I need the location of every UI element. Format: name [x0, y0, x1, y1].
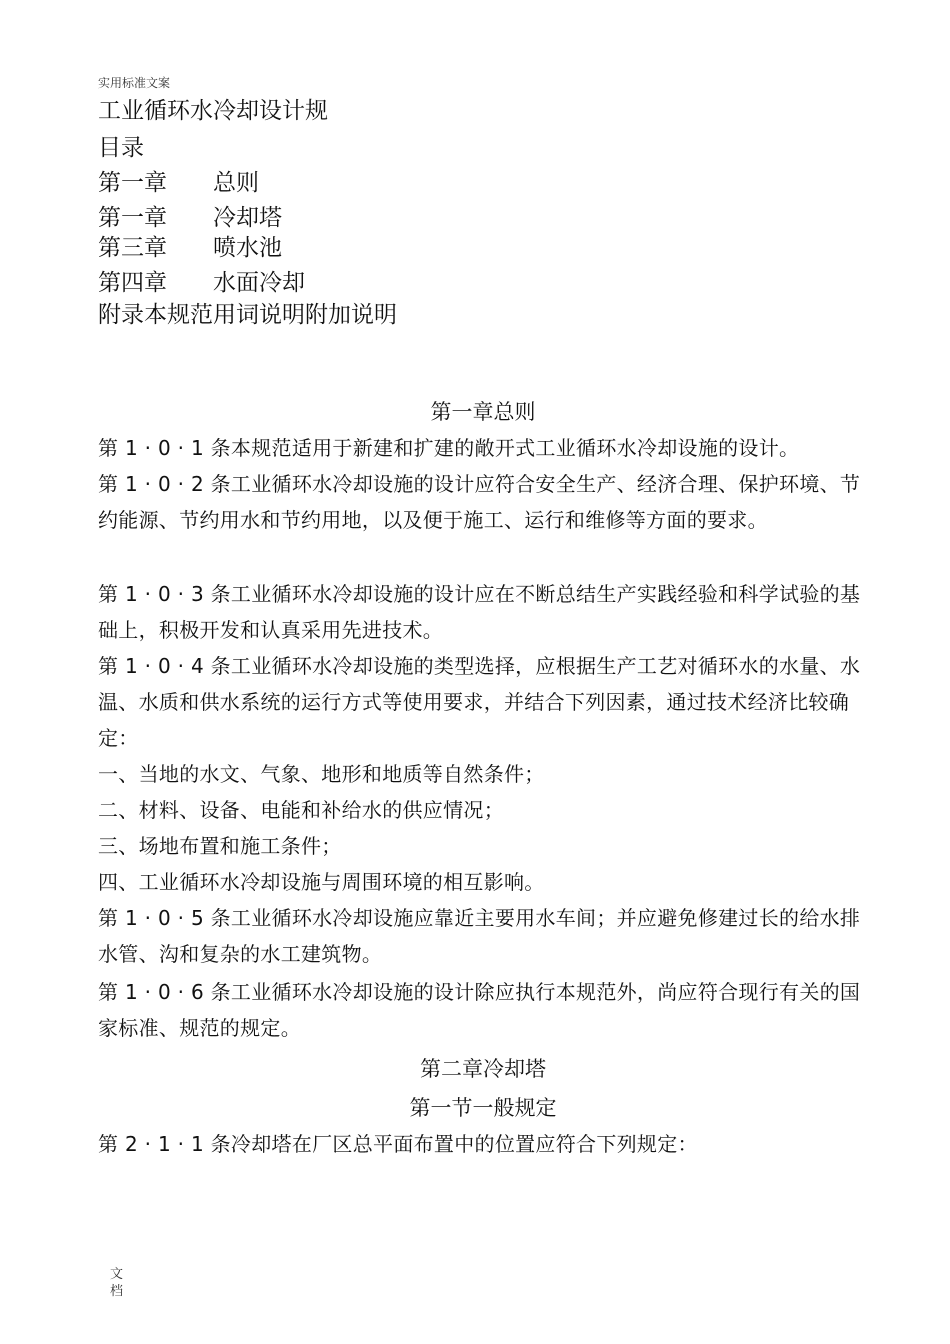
toc-chapter-title: 喷水池 — [213, 235, 282, 261]
toc-chapter-number: 第三章 — [98, 235, 167, 261]
paragraph: 第 1 · 0 · 3 条工业循环水冷却设施的设计应在不断总结生产实践经验和科学试验的基础上，积极开发和认真采用先进技术。 — [98, 582, 861, 642]
footer-mark: 文档 — [110, 1267, 124, 1299]
toc-appendix: 附录本规范用词说明附加说明 — [98, 302, 397, 328]
toc-chapter-title: 总则 — [213, 170, 259, 196]
list-item: 二、材料、设备、电能和补给水的供应情况； — [98, 798, 504, 822]
section-heading: 第一节一般规定 — [409, 1096, 557, 1120]
toc-item — [98, 229, 282, 262]
toc-item — [98, 264, 305, 297]
toc-chapter-title: 水面冷却 — [213, 270, 305, 296]
paragraph: 第 1 · 0 · 5 条工业循环水冷却设施应靠近主要用水车间；并应避免修建过长的给水排水管、沟和复杂的水工建筑物。 — [98, 906, 861, 966]
paragraph: 第 1 · 0 · 2 条工业循环水冷却设施的设计应符合安全生产、经济合理、保护环境、节约能源、节约用水和节约用地，以及便于施工、运行和维修等方面的要求。 — [98, 472, 861, 532]
toc-chapter-number: 第四章 — [98, 270, 167, 296]
toc-item — [98, 164, 259, 197]
chapter-heading: 第一章总则 — [430, 400, 536, 424]
list-item: 三、场地布置和施工条件； — [98, 834, 342, 858]
toc-item — [98, 199, 282, 232]
header-note: 实用标准文案 — [98, 76, 171, 90]
paragraph: 第 1 · 0 · 1 条本规范适用于新建和扩建的敞开式工业循环水冷却设施的设计。 — [98, 436, 800, 460]
chapter-heading: 第二章冷却塔 — [420, 1057, 546, 1081]
toc-heading: 目录 — [98, 135, 144, 161]
toc-chapter-title: 冷却塔 — [213, 205, 282, 231]
toc-chapter-number: 第一章 — [98, 205, 167, 231]
paragraph: 第 2 · 1 · 1 条冷却塔在厂区总平面布置中的位置应符合下列规定： — [98, 1132, 698, 1156]
paragraph: 第 1 · 0 · 4 条工业循环水冷却设施的类型选择，应根据生产工艺对循环水的水量、水温、水质和供水系统的运行方式等使用要求，并结合下列因素，通过技术经济比较确定： — [98, 654, 861, 750]
toc-chapter-number: 第一章 — [98, 170, 167, 196]
list-item: 一、当地的水文、气象、地形和地质等自然条件； — [98, 762, 545, 786]
paragraph: 第 1 · 0 · 6 条工业循环水冷却设施的设计除应执行本规范外，尚应符合现行有关的国家标准、规范的规定。 — [98, 980, 861, 1040]
document-title: 工业循环水冷却设计规 — [98, 98, 328, 124]
list-item: 四、工业循环水冷却设施与周围环境的相互影响。 — [98, 870, 545, 894]
